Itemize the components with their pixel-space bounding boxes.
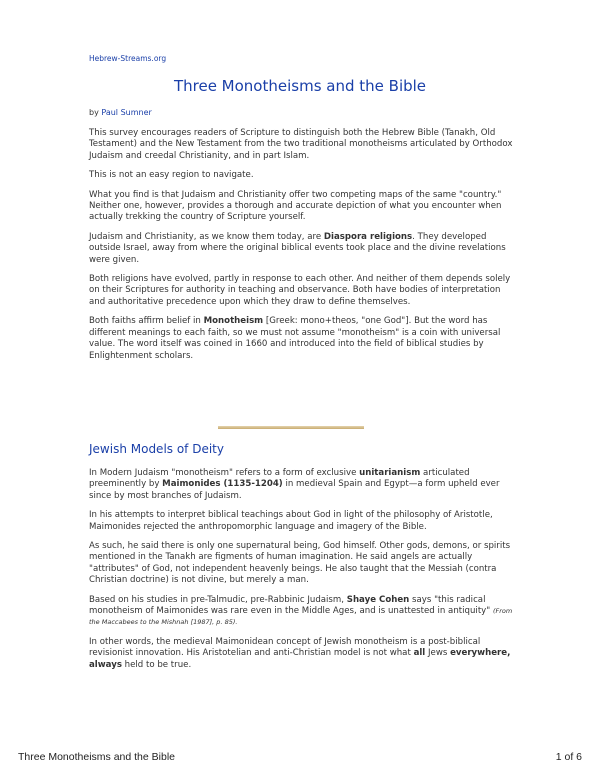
intro-paragraph-3: What you find is that Judaism and Christianity offer two competing maps of the same "country." Neither one, however, provides a thorough and accurate depiction of what you encounter when actually trekking the country of Scripture yourself. <box>89 189 502 223</box>
intro-section <box>89 128 519 370</box>
section-paragraph-1: In Modern Judaism "monotheism" refers to a form of exclusive unitarianism articulated preeminently by Maimonides (1135-1204) in medieval Spain and Egypt—a form upheld ever since by most branches of Judaism. <box>89 468 500 501</box>
jewish-models-section <box>89 468 519 679</box>
intro-paragraph-2: This is not an easy region to navigate. <box>89 170 254 181</box>
emphasis-diaspora: Diaspora religions <box>323 231 413 242</box>
section-paragraph-5: In other words, the medieval Maimonidean concept of Jewish monotheism is a post-biblical revisionist innovation. His Aristotelian and anti-Christian model is not what all Jews everywhere, always held to be true. <box>89 636 511 670</box>
section-paragraph-3: As such, he said there is only one supernatural being, God himself. Other gods, demons, or spirits mentioned in the Tanakh are figments of human imagination. He said angels are actually "attributes" of God, not independent heavenly beings. He also taught that the Messiah (contra Christian doctrine) is not divine, but merely a man. <box>89 541 511 586</box>
page-number: 1 of 6 <box>555 751 582 763</box>
intro-paragraph-6: Both faiths affirm belief in Monotheism [Greek: mono+theos, "one God"]. But the word has different meanings to each faith, so we must not assume "monotheism" is a coin with universal value. The word itself was coined in 1660 and introduced into the field of biblical studies by Enlightenment scholars. <box>89 316 501 361</box>
intro-paragraph-4: Judaism and Christianity, as we know them today, are Diaspora religions. They developed outside Israel, away from where the original biblical events took place and the divine revelations were given. <box>89 231 506 265</box>
section-paragraph-4: Based on his studies in pre-Talmudic, pre-Rabbinic Judaism, Shaye Cohen says "this radical monotheism of Maimonides was rare even in the Middle Ages, and is unattested in antiquity" (From the Maccabees to the Mishnah [1987], p. 85). <box>89 594 513 627</box>
author-link[interactable]: Paul Sumner <box>101 108 152 117</box>
emphasis-everywhere-always: everywhere, always <box>89 648 511 670</box>
byline-prefix: by <box>89 108 102 117</box>
article-title: Three Monotheisms and the Bible <box>173 77 427 95</box>
section-divider <box>218 426 364 429</box>
emphasis-all: all <box>413 648 426 659</box>
emphasis-unitarianism: unitarianism <box>359 468 421 478</box>
emphasis-maimonides: Maimonides (1135-1204) <box>162 479 283 490</box>
emphasis-monotheism: Monotheism <box>203 316 264 327</box>
section-paragraph-2: In his attempts to interpret biblical teachings about God in light of the philosophy of Aristotle, Maimonides rejected the anthropomorphic language and imagery of the Bible. <box>89 510 493 532</box>
intro-paragraph-1: This survey encourages readers of Scripture to distinguish both the Hebrew Bible (Tanakh, Old Testament) and the New Testament from the two traditional monotheisms articulated by Orthodox Judaism and creedal Christianity, and in part Islam. <box>89 128 513 161</box>
emphasis-shaye-cohen: Shaye Cohen <box>346 594 410 605</box>
site-link[interactable]: Hebrew-Streams.org <box>89 54 167 63</box>
section-heading: Jewish Models of Deity <box>89 442 224 456</box>
citation: (From the Maccabees to the Mishnah [1987], p. 85). <box>89 607 513 627</box>
intro-paragraph-5: Both religions have evolved, partly in response to each other. And neither of them depends solely on their Scriptures for authority in teaching and observance. Both have bodies of interpretation and authoritative precedence upon which they draw to define themselves. <box>89 274 511 307</box>
byline <box>89 108 152 117</box>
footer-title: Three Monotheisms and the Bible <box>18 751 176 763</box>
